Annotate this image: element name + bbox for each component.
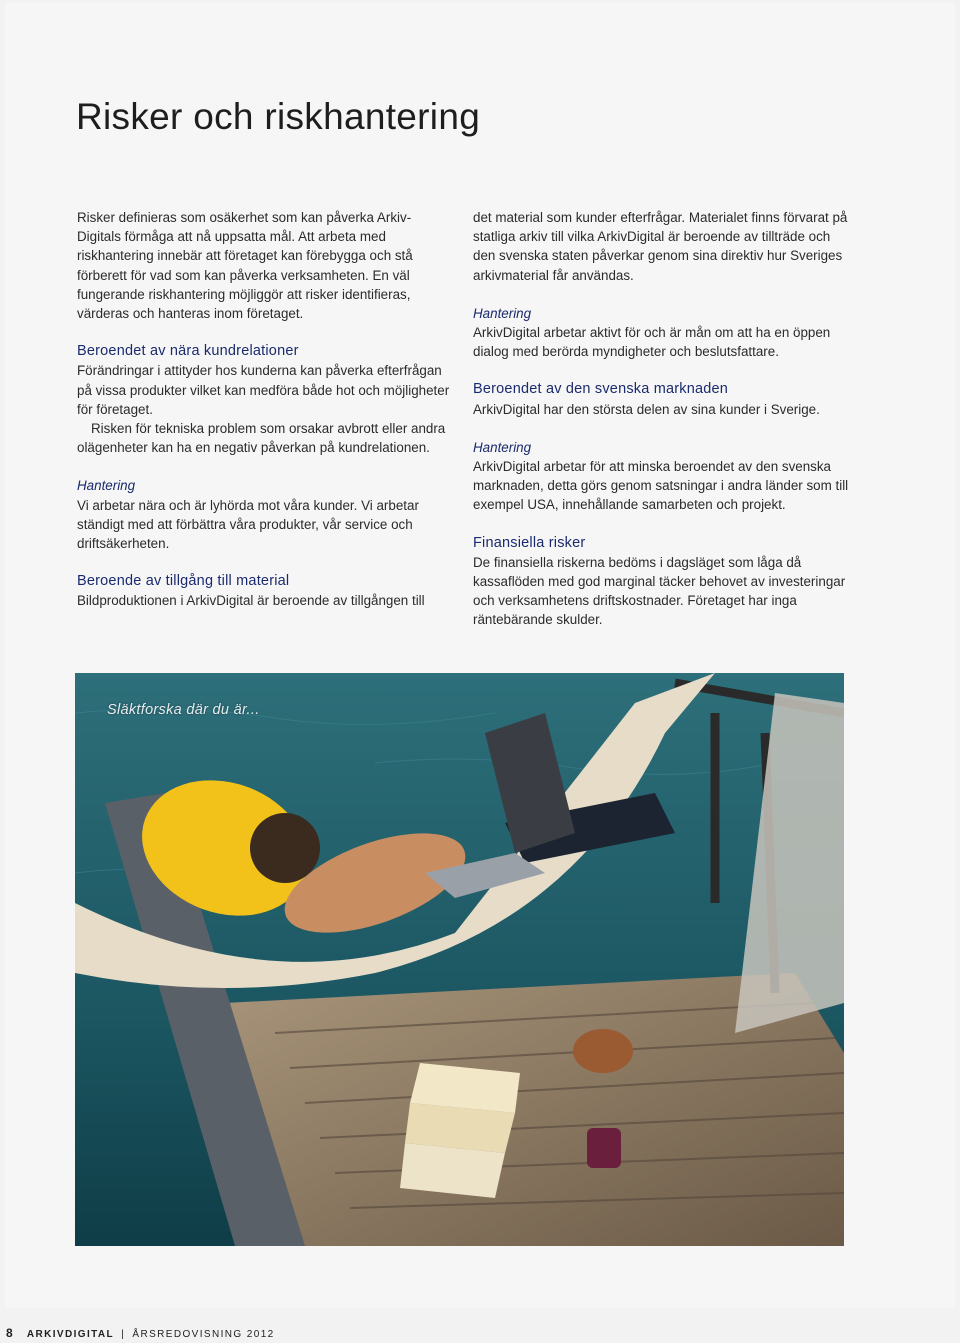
footer-report: ÅRSREDOVISNING 2012: [132, 1329, 275, 1340]
section-paragraph: Förändringar i attityder hos kunderna kan påverka efterfrågan på vissa produkter vilket kan medföra både hot och möjligheter för företaget.: [77, 363, 450, 417]
hantering-paragraph: ArkivDigital arbetar för att minska beroendet av den svenska marknaden, detta görs genom satsningar i andra länder som till exempel USA, innehållande samarbeten och projekt.: [473, 459, 849, 513]
person-hair: [250, 813, 320, 883]
left-column: [77, 208, 455, 611]
page-footer: [6, 1326, 275, 1340]
hantering-label: Hantering: [473, 439, 532, 455]
section-paragraph: Bildproduktionen i ArkivDigital är beroende av tillgången till: [77, 593, 425, 609]
intro-paragraph: Risker definieras som osäkerhet som kan påverka Arkiv-Digitals förmåga att nå uppsatta mål. Att arbeta med riskhantering innebär att företaget kan förebygga och stå förberett för vad som kan påverka verksamheten. En väl fungerande riskhantering möjliggör att risker identifieras, värderas och hanteras inom företaget.: [77, 210, 413, 322]
footer-separator: |: [121, 1329, 126, 1340]
hantering-label: Hantering: [473, 305, 532, 321]
section-heading-finansiella-risker: Finansiella risker: [473, 534, 586, 551]
right-column: [473, 208, 851, 630]
section-heading-svenska-marknaden: Beroendet av den svenska marknaden: [473, 381, 729, 398]
section-paragraph: ArkivDigital har den största delen av sina kunder i Sverige.: [473, 401, 820, 417]
photo-caption: Släktforska där du är...: [107, 702, 260, 718]
hantering-label: Hantering: [77, 478, 136, 494]
footer-brand: ARKIVDIGITAL: [26, 1329, 115, 1340]
section-heading-kundrelationer: Beroendet av nära kundrelationer: [77, 343, 299, 360]
photo-illustration: [75, 673, 844, 1246]
kettle: [573, 1029, 633, 1073]
hantering-paragraph: Vi arbetar nära och är lyhörda mot våra kunder. Vi arbetar ständigt med att förbättra våra produkter, vår service och driftsäkerheten.: [77, 497, 419, 552]
hantering-paragraph: ArkivDigital arbetar aktivt för och är mån om att ha en öppen dialog med berörda myndigheter och beslutsfattare.: [473, 325, 831, 360]
section-heading-material: Beroende av tillgång till material: [77, 573, 290, 590]
section-paragraph: De finansiella riskerna bedöms i dagsläget som låga då kassaflöden med god marginal täcker behovet av investeringar och verksamhetens driftskostnader. Företaget har inga räntebärande skulder.: [473, 554, 846, 628]
section-paragraph: det material som kunder efterfrågar. Materialet finns förvarat på statliga arkiv till vilka ArkivDigital är beroende av tillträde och den svenska staten påverkar genom sina direktiv hur Sveriges arkivmaterial får användas.: [473, 210, 848, 283]
hammock-photo: [75, 673, 844, 1246]
cup: [587, 1128, 621, 1168]
page-title: Risker och riskhantering: [76, 96, 481, 137]
page-number: 8: [6, 1326, 13, 1340]
section-paragraph: Risken för tekniska problem som orsakar avbrott eller andra olägenheter kan ha en negativ påverkan på kundrelationen.: [77, 421, 446, 456]
